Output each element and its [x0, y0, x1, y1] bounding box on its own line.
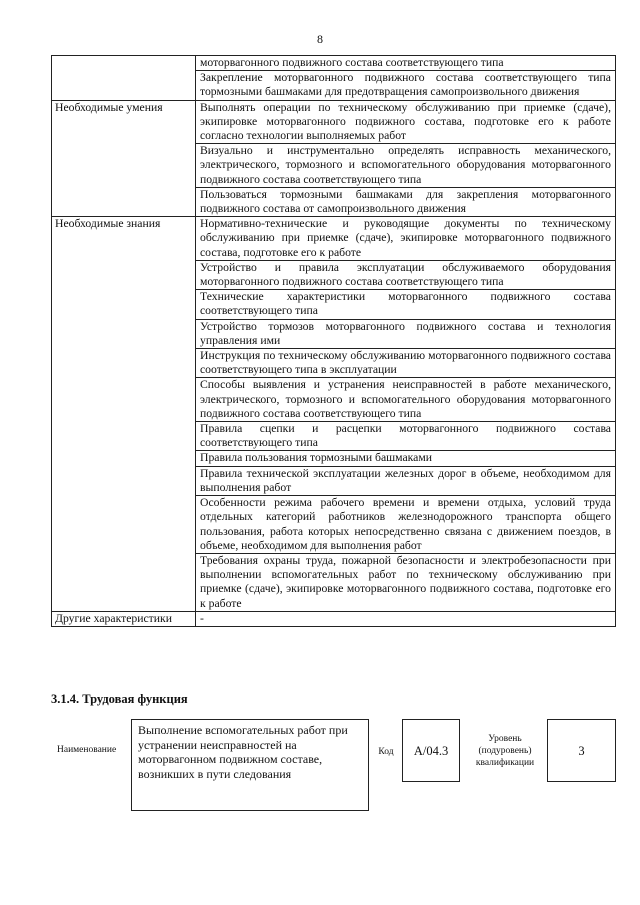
row-value: Особенности режима рабочего времени и времени отдыха, условий труда отдельных категорий работников железнодорожного транспорта общего пользования, работа которых непосредственно связана с движением поездов, в объеме, необходимом для выполнения работ	[196, 496, 616, 554]
row-label: Другие характеристики	[52, 611, 196, 626]
row-value: Нормативно-технические и руководящие документы по техническому обслуживанию при приемке (сдаче), экипировке моторвагонного подвижного состава, подготовке его к работе	[196, 217, 616, 261]
row-value: моторвагонного подвижного состава соответствующего типа	[196, 56, 616, 71]
row-value: Требования охраны труда, пожарной безопасности и электробезопасности при выполнении вспомогательных работ по техническому обслуживанию при приемке (сдаче), экипировке моторвагонного подвижного состава, подготовке его к работе	[196, 553, 616, 611]
code-label: Код	[378, 747, 394, 757]
table-row	[52, 56, 616, 71]
labor-function-row	[51, 719, 616, 811]
competency-table	[51, 55, 616, 627]
page-number: 8	[317, 32, 323, 46]
row-value: Способы выявления и устранения неисправностей в работе механического, электрического, тормозного и вспомогательного оборудования моторвагонного подвижного состава соответствующего типа	[196, 378, 616, 422]
row-value: Закрепление моторвагонного подвижного состава соответствующего типа тормозными башмаками для предотвращения самопроизвольного движения	[196, 71, 616, 100]
row-value: Правила пользования тормозными башмаками	[196, 451, 616, 466]
table-body	[52, 56, 616, 627]
row-value: Выполнять операции по техническому обслуживанию при приемке (сдаче), экипировке моторвагонного подвижного состава, подготовке его к работе согласно технологии выполняемых работ	[196, 100, 616, 144]
row-value: Устройство тормозов моторвагонного подвижного состава и технология управления ими	[196, 319, 616, 348]
table-row	[52, 217, 616, 261]
section-title: 3.1.4. Трудовая функция	[51, 692, 188, 706]
row-value: Правила сцепки и расцепки моторвагонного подвижного состава соответствующего типа	[196, 422, 616, 451]
level-value: 3	[547, 719, 616, 782]
table-row	[52, 100, 616, 144]
row-value: Технические характеристики моторвагонного подвижного состава соответствующего типа	[196, 290, 616, 319]
row-value: Правила технической эксплуатации железных дорог в объеме, необходимом для выполнения работ	[196, 466, 616, 495]
row-label: Необходимые знания	[52, 217, 196, 611]
row-value: Визуально и инструментально определять исправность механического, электрического, тормозного и вспомогательного оборудования моторвагонного подвижного состава соответствующего типа	[196, 144, 616, 188]
row-label: Необходимые умения	[52, 100, 196, 217]
name-label: Наименование	[57, 745, 117, 755]
row-value: Пользоваться тормозными башмаками для закрепления моторвагонного подвижного состава от самопроизвольного движения	[196, 187, 616, 216]
row-value: Инструкция по техническому обслуживанию моторвагонного подвижного состава соответствующего типа в эксплуатации	[196, 349, 616, 378]
level-label: Уровень (подуровень) квалификации	[475, 734, 535, 768]
row-value: -	[196, 611, 616, 626]
table-row	[52, 611, 616, 626]
row-value: Устройство и правила эксплуатации обслуживаемого оборудования моторвагонного подвижного состава соответствующего типа	[196, 260, 616, 289]
code-value: A/04.3	[402, 719, 460, 782]
name-value: Выполнение вспомогательных работ при устранении неисправностей на моторвагонном подвижном составе, возникших в пути следования	[131, 719, 369, 811]
row-label	[52, 56, 196, 101]
